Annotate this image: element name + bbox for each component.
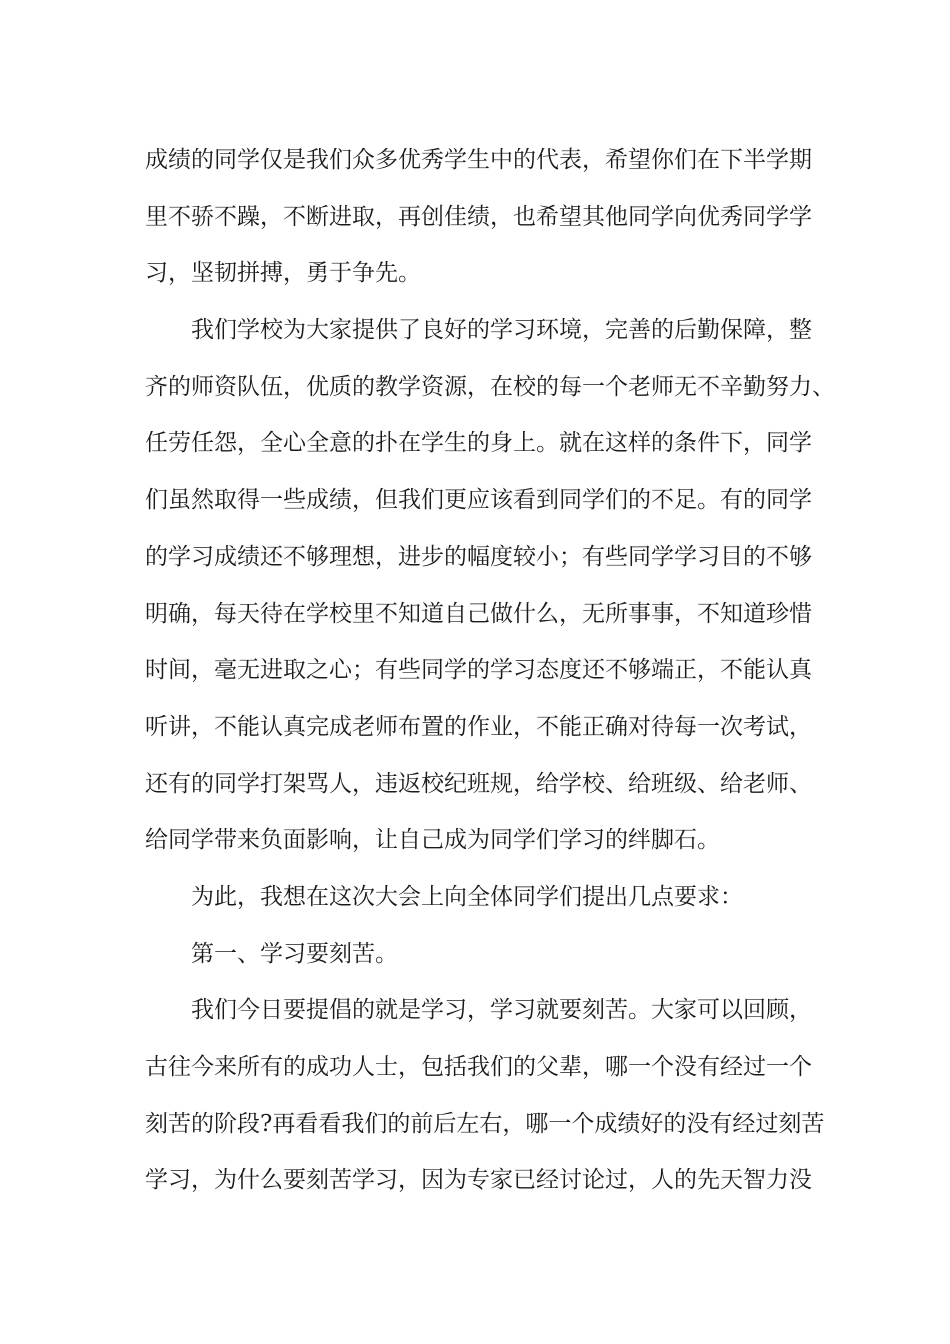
paragraph-5 — [145, 982, 825, 1209]
paragraph-2 — [145, 302, 835, 869]
text-line-first: 我们学校为大家提供了良好的学习环境，完善的后勤保障，整 — [191, 317, 812, 344]
text-line: 的学习成绩还不够理想，进步的幅度较小；有些同学学习目的不够 — [145, 543, 812, 570]
text-line: 们虽然取得一些成绩，但我们更应该看到同学们的不足。有的同学 — [145, 487, 812, 514]
text-line: 学习，为什么要刻苦学习，因为专家已经讨论过，人的先天智力没 — [145, 1167, 812, 1194]
text-line: 时间，毫无进取之心；有些同学的学习态度还不够端正，不能认真 — [145, 657, 812, 684]
text-line: 任劳任怨，全心全意的扑在学生的身上。就在这样的条件下，同学 — [145, 430, 812, 457]
section-heading: 第一、学习要刻苦。 — [191, 940, 398, 967]
paragraph-1 — [145, 132, 815, 302]
text-line-first: 我们今日要提倡的就是学习，学习就要刻苦。大家可以回顾， — [191, 997, 812, 1024]
text-line: 还有的同学打架骂人，违返校纪班规，给学校、给班级、给老师、 — [145, 770, 812, 797]
document-body — [145, 132, 835, 1209]
text-line: 刻苦的阶段?再看看我们的前后左右，哪一个成绩好的没有经过刻苦 — [145, 1110, 825, 1137]
text-line: 明确，每天待在学校里不知道自己做什么，无所事事，不知道珍惜 — [145, 600, 812, 627]
paragraph-3 — [145, 869, 815, 926]
paragraph-4-heading — [145, 926, 815, 983]
text-line: 成绩的同学仅是我们众多优秀学生中的代表，希望你们在下半学期 — [145, 147, 812, 173]
text-line: 习，坚韧拼搏，勇于争先。 — [145, 260, 421, 287]
text-line: 听讲，不能认真完成老师布置的作业，不能正确对待每一次考试， — [145, 713, 812, 740]
text-line: 里不骄不躁，不断进取，再创佳绩，也希望其他同学向优秀同学学 — [145, 203, 812, 230]
text-line-first: 为此，我想在这次大会上向全体同学们提出几点要求： — [191, 883, 743, 910]
text-line: 齐的师资队伍，优质的教学资源，在校的每一个老师无不辛勤努力、 — [145, 373, 835, 400]
text-line: 古往今来所有的成功人士，包括我们的父辈，哪一个没有经过一个 — [145, 1054, 812, 1080]
text-line: 给同学带来负面影响，让自己成为同学们学习的绊脚石。 — [145, 827, 720, 854]
